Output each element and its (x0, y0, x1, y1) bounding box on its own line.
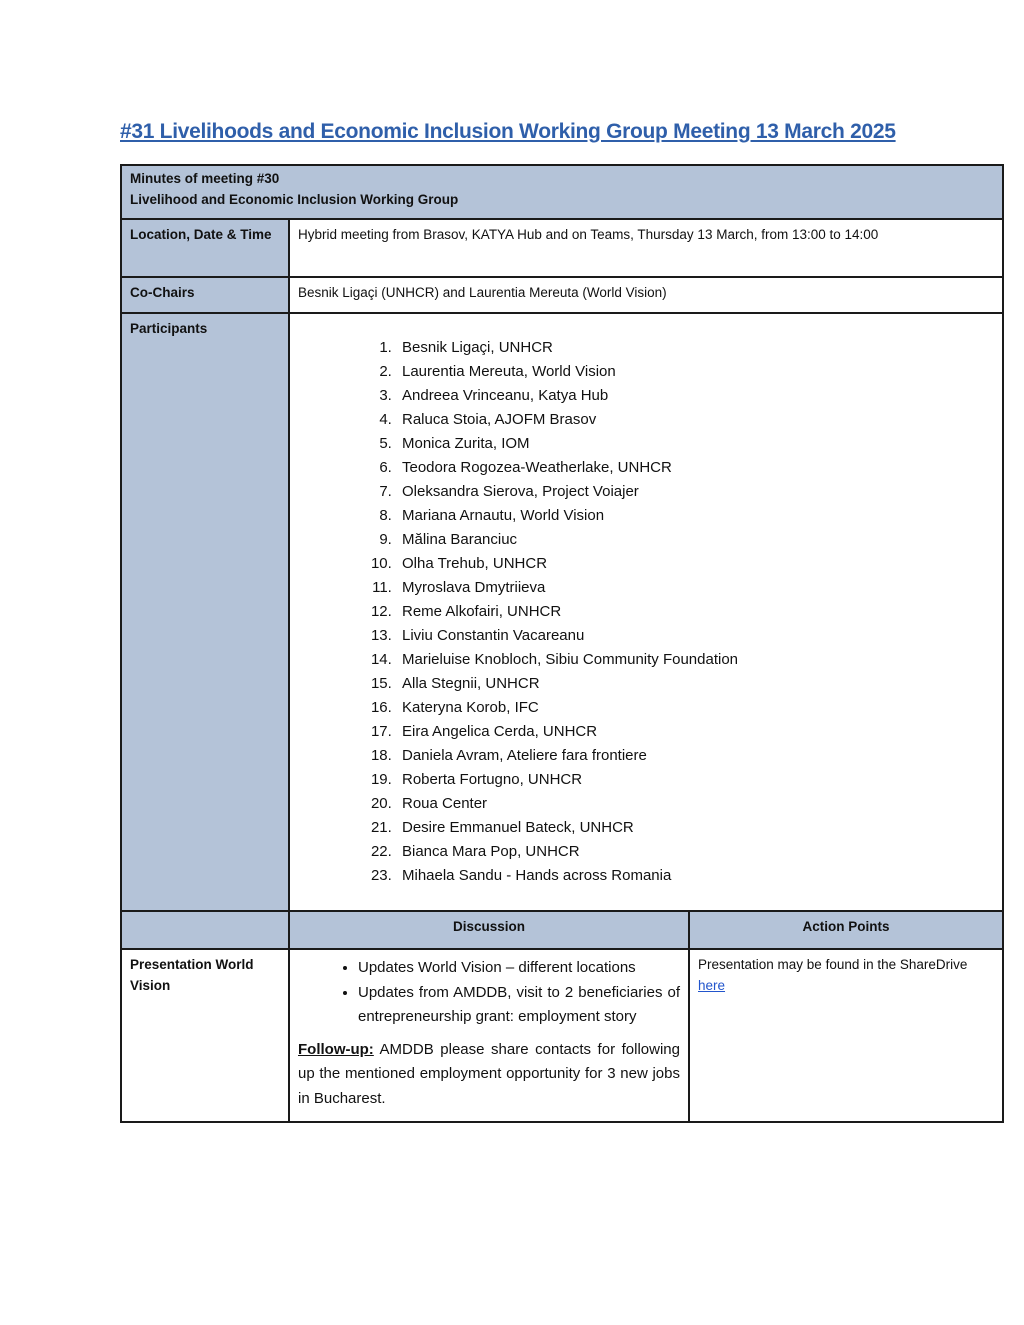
action-point (698, 954, 994, 996)
header-row (121, 165, 1003, 219)
participant-item: 6. Teodora Rogozea-Weatherlake, UNHCR (396, 456, 994, 480)
participant-item: 3. Andreea Vrinceanu, Katya Hub (396, 384, 994, 408)
discussion-bullet: • Updates from AMDDB, visit to 2 beneficiaries of entrepreneurship grant: employment story (358, 981, 680, 1030)
participant-item: 23. Mihaela Sandu - Hands across Romania (396, 864, 994, 888)
participants-row (121, 313, 1003, 911)
location-row (121, 219, 1003, 277)
participant-item: 12. Reme Alkofairi, UNHCR (396, 600, 994, 624)
follow-up-text: AMDDB please share contacts for following up the mentioned employment opportunity for 3 new jobs in Bucharest. (298, 1040, 680, 1107)
participant-item: 7. Oleksandra Sierova, Project Voiajer (396, 480, 994, 504)
participant-item: 16. Kateryna Korob, IFC (396, 696, 994, 720)
follow-up (298, 1038, 680, 1112)
sharedrive-link[interactable]: here (698, 978, 726, 993)
working-group-name: Livelihood and Economic Inclusion Working Group (130, 192, 459, 207)
action-cell (689, 949, 1003, 1122)
participant-item: 8. Mariana Arnautu, World Vision (396, 504, 994, 528)
presentation-row (121, 949, 1003, 1122)
action-text: Presentation may be found in the ShareDrive (698, 957, 968, 972)
participant-item: 2. Laurentia Mereuta, World Vision (396, 360, 994, 384)
participant-item: 22. Bianca Mara Pop, UNHCR (396, 840, 994, 864)
participant-item: 9. Mălina Baranciuc (396, 528, 994, 552)
discussion-bullets (298, 956, 680, 1030)
participant-item: 10. Olha Trehub, UNHCR (396, 552, 994, 576)
participant-item: 4. Raluca Stoia, AJOFM Brasov (396, 408, 994, 432)
participants-list (298, 336, 994, 888)
header-cell (121, 165, 1003, 219)
action-points-header: Action Points (689, 911, 1003, 949)
location-value: Hybrid meeting from Brasov, KATYA Hub and on Teams, Thursday 13 March, from 13:00 to 14:00 (289, 219, 1003, 277)
participant-item: 1. Besnik Ligaçi, UNHCR (396, 336, 994, 360)
participant-item: 19. Roberta Fortugno, UNHCR (396, 768, 994, 792)
participant-item: 15. Alla Stegnii, UNHCR (396, 672, 994, 696)
discussion-header: Discussion (289, 911, 689, 949)
cochairs-row (121, 277, 1003, 313)
participant-item: 17. Eira Angelica Cerda, UNHCR (396, 720, 994, 744)
participant-item: 5. Monica Zurita, IOM (396, 432, 994, 456)
presentation-label: Presentation World Vision (121, 949, 289, 1122)
section-header-row (121, 911, 1003, 949)
cochairs-label: Co-Chairs (121, 277, 289, 313)
follow-up-label: Follow-up: (298, 1040, 374, 1058)
document-title: #31 Livelihoods and Economic Inclusion Working Group Meeting 13 March 2025 (120, 120, 896, 143)
section-header-blank (121, 911, 289, 949)
discussion-bullet: • Updates World Vision – different locations (358, 956, 680, 981)
cochairs-value: Besnik Ligaçi (UNHCR) and Laurentia Mereuta (World Vision) (289, 277, 1003, 313)
participant-item: 11. Myroslava Dmytriieva (396, 576, 994, 600)
participant-item: 18. Daniela Avram, Ateliere fara frontiere (396, 744, 994, 768)
participants-label: Participants (121, 313, 289, 911)
location-label: Location, Date & Time (121, 219, 289, 277)
meeting-number: Minutes of meeting #30 (130, 171, 280, 186)
minutes-table (120, 164, 1004, 1123)
participant-item: 14. Marieluise Knobloch, Sibiu Community Foundation (396, 648, 994, 672)
participants-cell (289, 313, 1003, 911)
participant-item: 21. Desire Emmanuel Bateck, UNHCR (396, 816, 994, 840)
participant-item: 20. Roua Center (396, 792, 994, 816)
discussion-cell (289, 949, 689, 1122)
participant-item: 13. Liviu Constantin Vacareanu (396, 624, 994, 648)
